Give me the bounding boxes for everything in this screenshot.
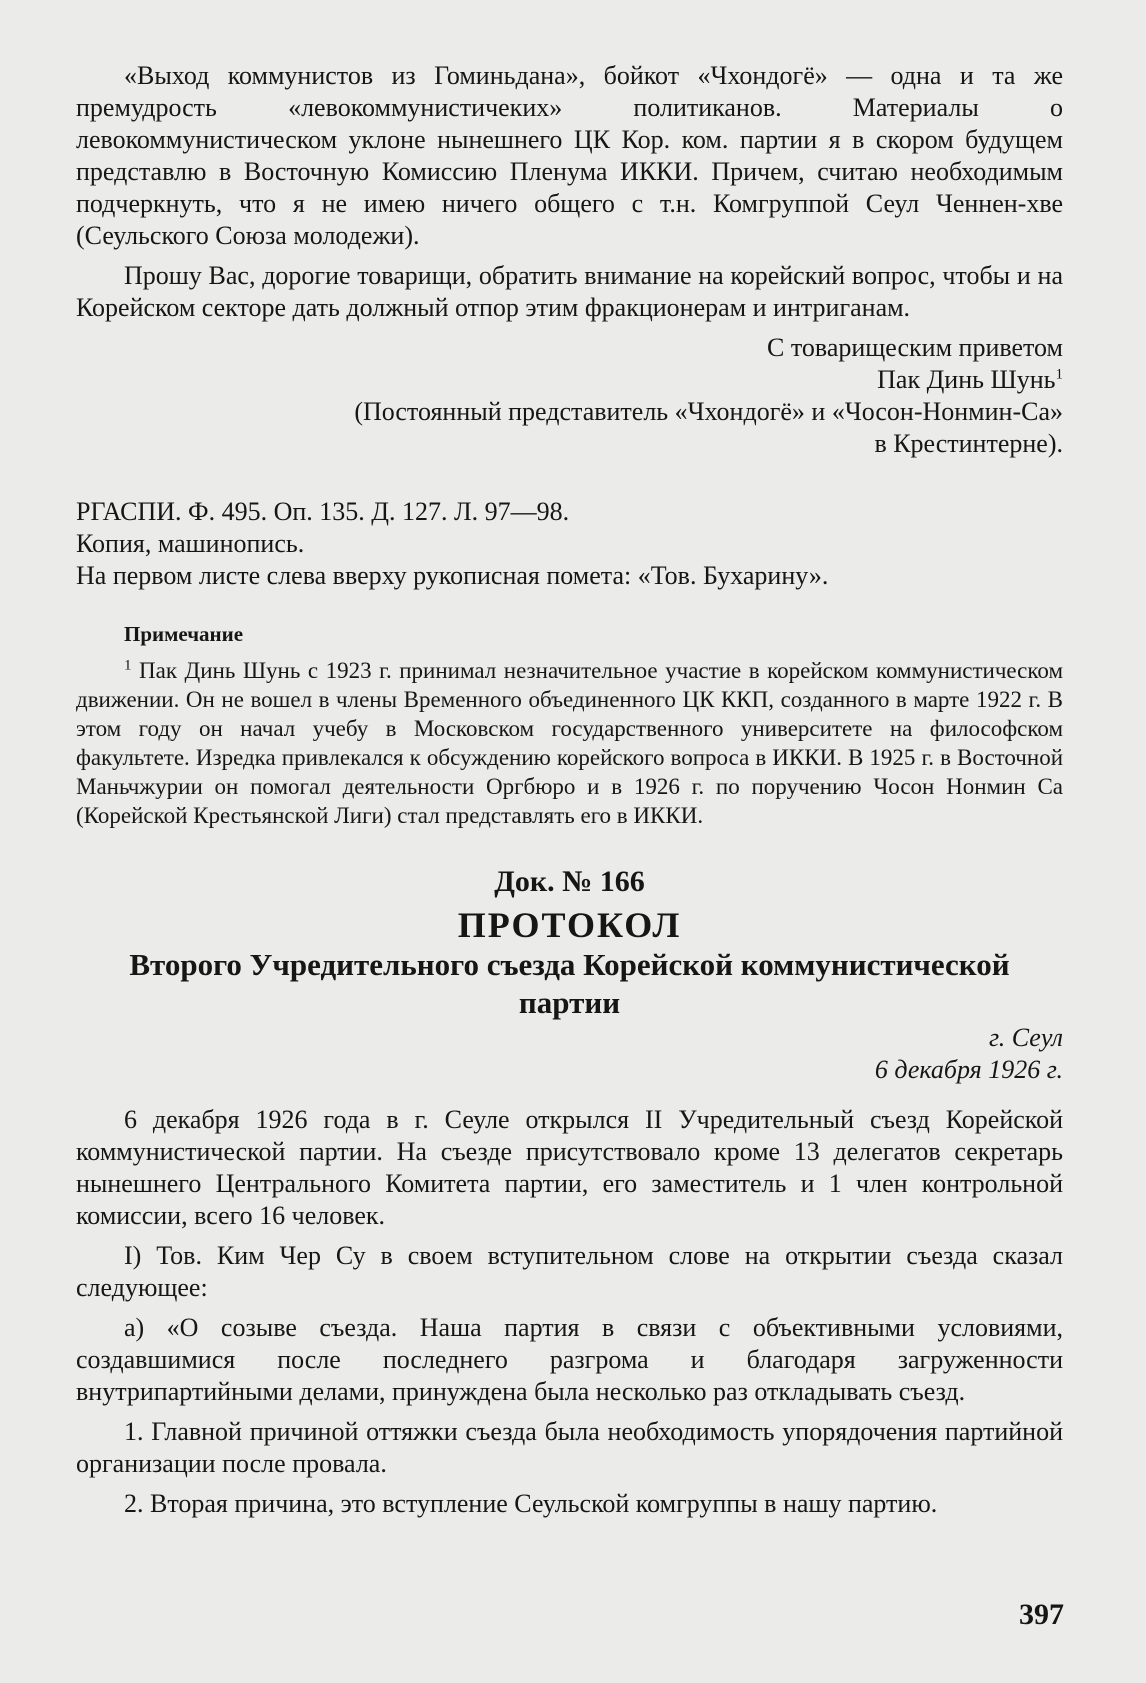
body-paragraph-4: 1. Главной причиной оттяжки съезда была необходимость упорядочения партийной организации после провала. xyxy=(76,1417,1063,1478)
archive-copy-type: Копия, машинопись. xyxy=(76,529,305,558)
footnote-body: Пак Динь Шунь с 1923 г. принимал незначительное участие в корейском коммунистическом движении. Он не вошел в члены Временного объединенного ЦК ККП, созданного в марте 1922 г. В этом году он начал учебу в Московском государственного университете на философском факультете. Изредка привлекался к обсуждению корейского вопроса в ИККИ. В 1925 г. в Восточной Маньчжурии он помогал деятельности Оргбюро и в 1926 г. по поручению Чосон Нонмин Са (Корейской Крестьянской Лиги) стал представлять его в ИККИ. xyxy=(76,658,1064,828)
top-paragraph-1: «Выход коммунистов из Гоминьдана», бойкот «Чхондогё» — одна и та же премудрость «левокоммунистичеких» политиканов. Материалы о левокоммунистическом уклоне нынешнего ЦК Кор. ком. партии я в скором будущем представлю в Восточную Комиссию Пленума ИККИ. Причем, считаю необходимым подчеркнуть, что я не имею ничего общего с т.н. Комгруппой Сеул Ченнен-хве (Сеульского Союза молодежи). xyxy=(76,61,1063,250)
document-date: 6 декабря 1926 г. xyxy=(874,1055,1063,1084)
document-title: ПРОТОКОЛ xyxy=(457,905,682,945)
archive-remark: На первом листе слева вверху рукописная помета: «Тов. Бухарину». xyxy=(76,561,829,590)
signature-greeting: С товарищеским приветом xyxy=(767,333,1063,362)
document-subtitle: Второго Учредительного съезда Корейской коммунистической партии xyxy=(129,947,1010,1020)
signature-footnote-mark: 1 xyxy=(1055,366,1063,383)
note-heading: Примечание xyxy=(124,622,244,646)
signature-role-line-2: в Крестинтерне). xyxy=(874,429,1063,458)
body-paragraph-3: а) «О созыве съезда. Наша партия в связи с объективными условиями, создавшимися после последнего разгрома и благодаря загруженности внутрипартийными делами, принуждена была несколько раз откладывать съезд. xyxy=(76,1313,1063,1406)
top-paragraph-2: Прошу Вас, дорогие товарищи, обратить внимание на корейский вопрос, чтобы и на Корейском секторе дать должный отпор этим фракционерам и интриганам. xyxy=(76,261,1063,322)
body-paragraph-2: I) Тов. Ким Чер Су в своем вступительном слове на открытии съезда сказал следующее: xyxy=(76,1241,1063,1302)
footnote-text xyxy=(76,656,1063,830)
archive-reference: РГАСПИ. Ф. 495. Оп. 135. Д. 127. Л. 97—98. xyxy=(76,497,570,526)
text-column xyxy=(76,60,1063,1520)
signature-name: Пак Динь Шунь xyxy=(877,365,1056,394)
page-number: 397 xyxy=(1019,1598,1064,1631)
signature-role-line-1: (Постоянный представитель «Чхондогё» и «Чосон-Нонмин-Са» xyxy=(354,397,1063,426)
body-paragraph-1: 6 декабря 1926 года в г. Сеуле открылся II Учредительный съезд Корейской коммунистической партии. На съезде присутствовало кроме 13 делегатов секретарь нынешнего Центрального Комитета партии, его заместитель и 1 член контрольной комиссии, всего 16 человек. xyxy=(76,1105,1063,1230)
footnote-mark: 1 xyxy=(124,657,132,674)
body-paragraph-5: 2. Вторая причина, это вступление Сеульской комгруппы в нашу партию. xyxy=(124,1489,938,1518)
document-number: Док. № 166 xyxy=(494,865,645,898)
signature-name-line xyxy=(76,364,1063,396)
document-place: г. Сеул xyxy=(988,1023,1063,1052)
